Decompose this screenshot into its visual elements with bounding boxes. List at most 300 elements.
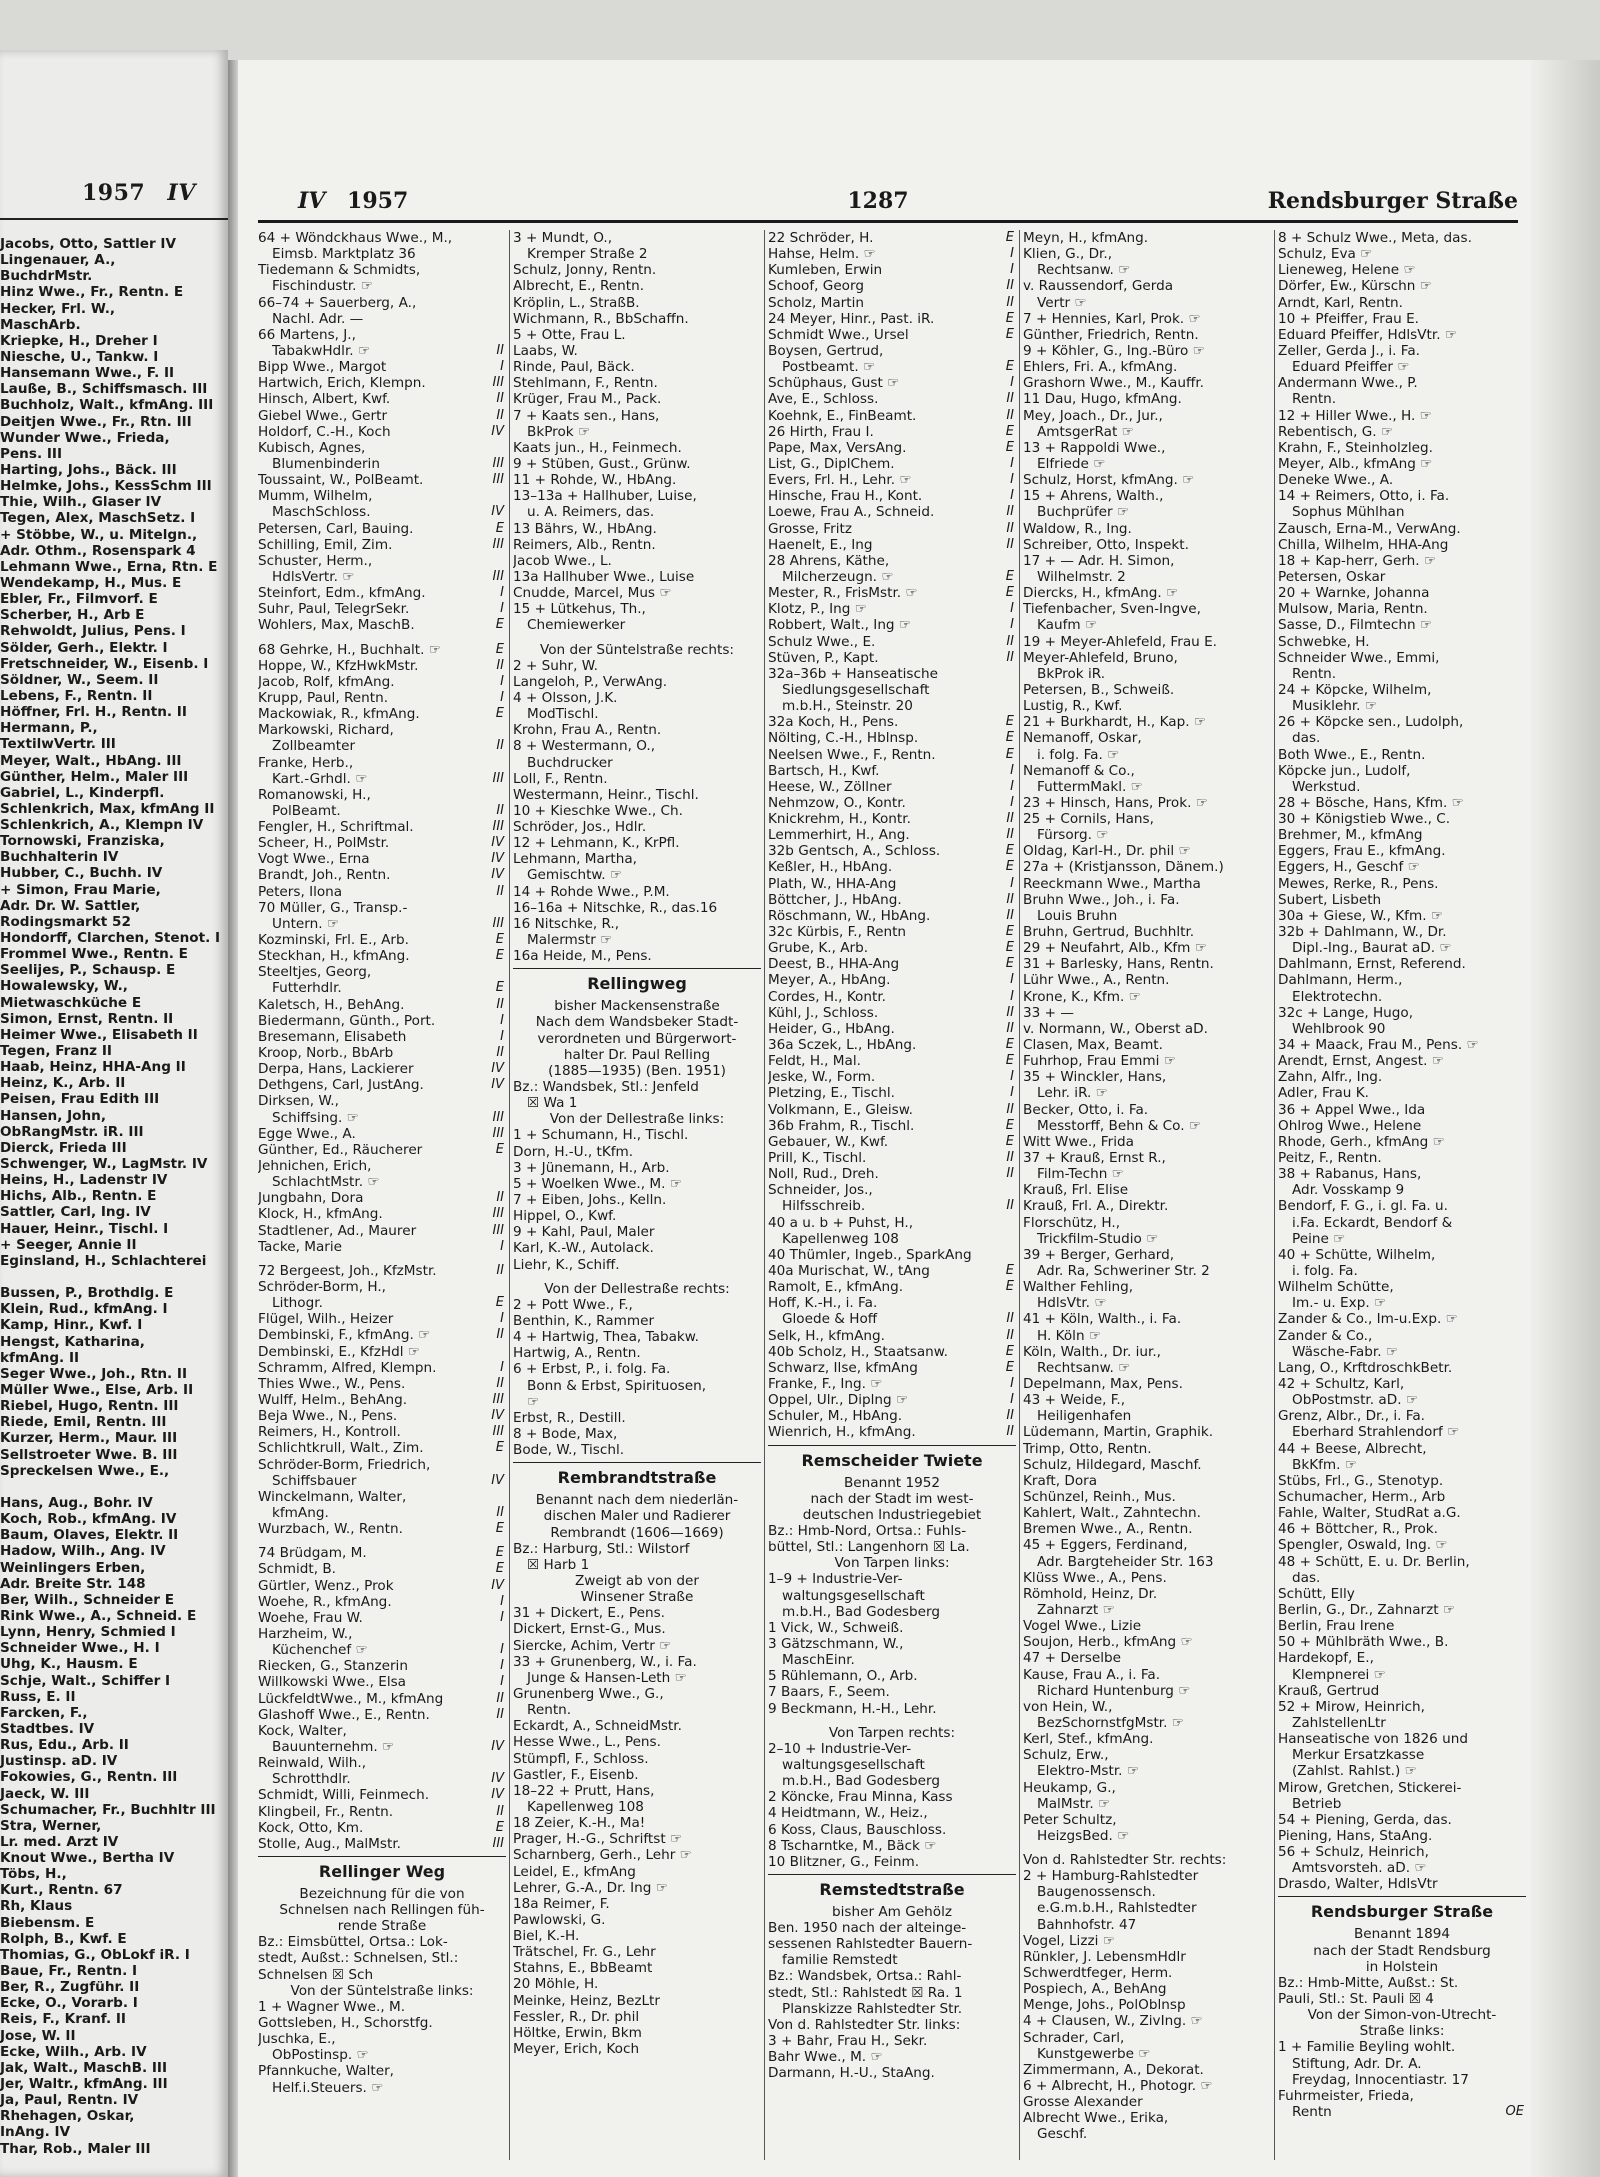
resident-entry <box>258 674 506 690</box>
entry-text: Schramm, Alfred, Klempn. <box>258 1359 437 1376</box>
left-page-entry: Fokowies, G., Rentn. III <box>0 1769 178 1786</box>
resident-entry <box>768 391 1016 407</box>
entry-text: Kahlert, Walt., Zahntechn. <box>1023 1505 1201 1522</box>
floor-marker: E <box>1005 1037 1014 1053</box>
resident-entry <box>258 1561 506 1577</box>
entry-text: Schrotthdlr. <box>272 1771 351 1788</box>
entry-text: Klempnerei ☞ <box>1292 1666 1386 1683</box>
resident-entry <box>258 1578 506 1594</box>
left-page-entry: Heimer Wwe., Elisabeth II <box>0 1026 198 1043</box>
resident-entry <box>513 835 761 851</box>
entry-text: Reimers, Alb., Rentn. <box>513 536 656 553</box>
entry-text: Freydag, Innocentiastr. 17 <box>1292 2071 1469 2088</box>
entry-text: Kock, Otto, Km. <box>258 1819 364 1836</box>
resident-entry <box>258 1755 506 1771</box>
floor-marker: II <box>496 1045 504 1061</box>
resident-entry <box>258 1110 506 1126</box>
column-rule <box>764 230 765 2160</box>
entry-text: Stehlmann, F., Rentn. <box>513 375 658 392</box>
resident-entry <box>258 755 506 771</box>
left-page-entry: Ebler, Fr., Filmvorf. E <box>0 591 158 608</box>
entry-text: 10 + Kieschke Wwe., Ch. <box>513 802 683 819</box>
left-page-entry: Rolph, B., Kwf. E <box>0 1930 127 1947</box>
floor-marker: I <box>1010 488 1014 504</box>
left-page-entry: Thie, Wilh., Glaser IV <box>0 494 162 511</box>
entry-text: Dörfer, Ew., Kürschn ☞ <box>1278 278 1432 295</box>
left-page-entry: Gabriel, L., Kinderpfl. <box>0 784 165 801</box>
entry-text: Klingbeil, Fr., Rentn. <box>258 1803 394 1820</box>
left-page-entry: Stadtbes. IV <box>0 1720 95 1737</box>
resident-entry <box>258 1077 506 1093</box>
left-page-entry: Spreckelsen Wwe., E., <box>0 1462 170 1479</box>
left-page-entry: Meyer, Walt., HbAng. III <box>0 752 182 769</box>
entry-text: Tiefenbacher, Sven-Ingve, <box>1023 601 1201 618</box>
resident-entry <box>1023 311 1271 327</box>
entry-text: Malermstr ☞ <box>527 932 613 949</box>
resident-entry <box>768 1757 1016 1773</box>
floor-marker: IV <box>491 867 504 883</box>
resident-entry <box>513 601 761 617</box>
entry-text: Both Wwe., E., Rentn. <box>1278 746 1426 763</box>
floor-marker: II <box>1006 504 1014 520</box>
resident-entry <box>513 456 761 472</box>
entry-text: Rhode, Gerh., kfmAng ☞ <box>1278 1133 1445 1150</box>
resident-entry <box>1023 1085 1271 1101</box>
resident-entry <box>1278 843 1526 859</box>
resident-entry <box>513 1670 761 1686</box>
directory-column-5 <box>1278 230 1526 2160</box>
entry-text: ☒ Harb 1 <box>527 1556 590 1573</box>
left-page-entry: Biebensm. E <box>0 1914 95 1931</box>
left-page-entry: Lauße, B., Schiffsmasch. III <box>0 381 208 398</box>
entry-text: Meyn, H., kfmAng. <box>1023 230 1149 246</box>
resident-entry <box>1023 295 1271 311</box>
floor-marker: I <box>500 1674 504 1690</box>
entry-text: 6 + Erbst, P., i. folg. Fa. <box>513 1361 671 1378</box>
left-page-entry: Müller Wwe., Else, Arb. II <box>0 1381 194 1398</box>
floor-marker: II <box>1006 1327 1014 1343</box>
resident-entry <box>513 658 761 674</box>
resident-entry <box>513 1734 761 1750</box>
resident-entry <box>258 230 506 246</box>
entry-text: Rechtsanw. ☞ <box>1037 1359 1131 1376</box>
entry-text: Pawlowski, G. <box>513 1911 606 1928</box>
entry-text: Hilfsschreib. <box>782 1198 866 1215</box>
floor-marker: I <box>1010 762 1014 778</box>
floor-marker: I <box>500 1012 504 1028</box>
resident-entry <box>513 1192 761 1208</box>
entry-text: 4 + Hartwig, Thea, Tabakw. <box>513 1329 699 1346</box>
resident-entry <box>768 876 1016 892</box>
resident-entry <box>768 666 1016 682</box>
left-page-entry: Fretschneider, W., Eisenb. I <box>0 655 209 672</box>
floor-marker: I <box>1010 455 1014 471</box>
entry-text: Egge Wwe., A. <box>258 1125 356 1142</box>
resident-entry <box>258 642 506 658</box>
resident-entry <box>1278 1991 1526 2007</box>
left-page-entry: Tegen, Alex, MaschSetz. I <box>0 510 196 527</box>
resident-entry <box>1278 1118 1526 1134</box>
resident-entry <box>1278 1521 1526 1537</box>
resident-entry <box>513 1313 761 1329</box>
entry-text: Röschmann, W., HbAng. <box>768 907 931 924</box>
entry-text: Derpa, Hans, Lackierer <box>258 1061 414 1078</box>
resident-entry <box>768 1408 1016 1424</box>
entry-text: Schilling, Emil, Zim. <box>258 536 393 553</box>
entry-text: Fürsorg. ☞ <box>1037 827 1109 844</box>
entry-text: Kröplin, L., StraßB. <box>513 294 640 311</box>
floor-marker: II <box>496 342 504 358</box>
floor-marker: III <box>492 568 504 584</box>
entry-text: Gloede & Hoff <box>782 1311 878 1328</box>
resident-entry <box>1023 666 1271 682</box>
left-page-entry: Pens. III <box>0 445 63 462</box>
resident-entry <box>1023 1037 1271 1053</box>
resident-entry <box>258 932 506 948</box>
left-page-entry: Mietwaschküche E <box>0 994 142 1011</box>
entry-text: Meyer-Ahlefeld, Bruno, <box>1023 649 1178 666</box>
floor-marker: I <box>500 689 504 705</box>
entry-text: 6 + Albrecht, H., Photogr. ☞ <box>1023 2078 1213 2095</box>
entry-text: Böttcher, J., HbAng. <box>768 891 902 908</box>
header-street-title: Rendsburger Straße <box>1267 188 1518 214</box>
entry-text: Rentn. <box>1292 665 1337 682</box>
resident-entry <box>513 295 761 311</box>
entry-text: 14 + Reimers, Otto, i. Fa. <box>1278 488 1450 505</box>
entry-text: Bremen Wwe., A., Rentn. <box>1023 1521 1193 1538</box>
entry-text: ObPostmstr. aD. ☞ <box>1292 1392 1419 1409</box>
entry-text: 15 + Ahrens, Walth., <box>1023 488 1164 505</box>
entry-text: Jacob, Rolf, kfmAng. <box>258 673 395 690</box>
resident-entry <box>1023 488 1271 504</box>
resident-entry <box>513 1426 761 1442</box>
resident-entry <box>1023 2110 1271 2126</box>
entry-text: 46 + Böttcher, R., Prok. <box>1278 1521 1438 1538</box>
entry-text: Von d. Rahlstedter Str. rechts: <box>1023 1852 1227 1869</box>
entry-text: Reinwald, Wilh., <box>258 1755 367 1772</box>
entry-text: Loewe, Frau A., Schneid. <box>768 504 935 521</box>
entry-text: 2–10 + Industrie-Ver- <box>768 1740 912 1757</box>
resident-entry <box>1278 327 1526 343</box>
entry-text: Lehmann, Martha, <box>513 851 638 868</box>
resident-entry <box>513 1410 761 1426</box>
resident-entry <box>513 311 761 327</box>
resident-entry <box>768 1102 1016 1118</box>
entry-text: Flügel, Wilh., Heizer <box>258 1311 394 1328</box>
entry-text: 5 + Otte, Frau L. <box>513 326 626 343</box>
resident-entry <box>1023 811 1271 827</box>
resident-entry <box>513 1718 761 1734</box>
entry-text: Schumacher, Herm., Arb <box>1278 1488 1446 1505</box>
resident-entry <box>258 1223 506 1239</box>
floor-marker: II <box>1006 1101 1014 1117</box>
resident-entry <box>513 819 761 835</box>
resident-entry <box>1278 1731 1526 1747</box>
entry-text: Diercks, H., kfmAng. ☞ <box>1023 585 1179 602</box>
resident-entry <box>1278 1053 1526 1069</box>
entry-text: List, G., DiplChem. <box>768 455 895 472</box>
entry-text: 7 + Kaats sen., Hans, <box>513 407 660 424</box>
entry-text: Bonn & Erbst, Spirituosen, <box>527 1377 707 1394</box>
resident-entry <box>513 1686 761 1702</box>
resident-entry <box>768 1215 1016 1231</box>
entry-text: Keßler, H., HbAng. <box>768 859 893 876</box>
left-page-entry: Russ, E. II <box>0 1688 76 1705</box>
entry-text: Scholz, Martin <box>768 294 864 311</box>
floor-marker: III <box>492 1835 504 1851</box>
entry-text: Zausch, Erna-M., VerwAng. <box>1278 520 1461 537</box>
entry-text: Sasse, D., Filmtechn ☞ <box>1278 617 1433 634</box>
header-volume: IV <box>298 188 326 214</box>
resident-entry <box>768 779 1016 795</box>
entry-text: 13 + Rappoldi Wwe., <box>1023 439 1166 456</box>
resident-entry <box>1023 2094 1271 2110</box>
floor-marker: III <box>492 1206 504 1222</box>
entry-text: 4 + Olsson, J.K. <box>513 689 618 706</box>
floor-marker: II <box>1006 907 1014 923</box>
resident-entry <box>258 1723 506 1739</box>
resident-entry <box>258 1093 506 1109</box>
left-page-entry: Justinsp. aD. IV <box>0 1753 118 1770</box>
left-page-entry: InAng. IV <box>0 2124 71 2141</box>
resident-entry <box>258 1594 506 1610</box>
entry-text: Zander & Co., <box>1278 1327 1373 1344</box>
left-page-entry: Ecke, Wilh., Arb. IV <box>0 2043 147 2060</box>
entry-text: Vertr ☞ <box>1037 294 1087 311</box>
left-page-entry: Tornowski, Franziska, <box>0 833 165 850</box>
floor-marker: II <box>1006 1424 1014 1440</box>
street-heading <box>768 1874 1016 1904</box>
left-page-entry: Reis, F., Kranf. II <box>0 2011 126 2028</box>
street-note-text: (1885—1935) (Ben. 1951) <box>548 1062 726 1079</box>
floor-marker: II <box>1006 649 1014 665</box>
resident-entry <box>1023 1852 1271 1868</box>
resident-entry <box>1278 2039 1526 2055</box>
entry-text: Schoof, Georg <box>768 278 864 295</box>
resident-entry <box>258 311 506 327</box>
entry-text: Lehr. iR. ☞ <box>1037 1085 1108 1102</box>
entry-text: Hippel, O., Kwf. <box>513 1208 617 1225</box>
entry-text: 11 + Rohde, W., HbAng. <box>513 472 677 489</box>
entry-text: Scheer, H., PolMstr. <box>258 835 390 852</box>
resident-entry <box>1023 714 1271 730</box>
left-page-entry: Howalewsky, W., <box>0 978 128 995</box>
entry-text: Buchdrucker <box>527 754 613 771</box>
entry-text: Lustig, R., Kwf. <box>1023 698 1123 715</box>
resident-entry <box>258 1045 506 1061</box>
resident-entry <box>768 924 1016 940</box>
resident-entry <box>258 1739 506 1755</box>
floor-marker: II <box>496 1504 504 1520</box>
entry-text: 4 Heidtmann, W., Heiz., <box>768 1805 928 1822</box>
entry-text: Fahle, Walter, StudRat a.G. <box>1278 1505 1461 1522</box>
resident-entry <box>513 504 761 520</box>
resident-entry <box>258 1967 506 1983</box>
entry-text: Elektro-Mstr. ☞ <box>1037 1763 1140 1780</box>
left-page-entry: Schje, Walt., Schiffer I <box>0 1672 171 1689</box>
entry-text: Grosse Alexander <box>1023 2094 1143 2111</box>
resident-entry <box>768 1773 1016 1789</box>
resident-entry <box>1278 634 1526 650</box>
left-page-entry: Buchhalterin IV <box>0 849 119 866</box>
entry-text: Schmidt, Willi, Feinmech. <box>258 1787 430 1804</box>
street-note <box>513 642 761 658</box>
entry-text: 4 + Clausen, W., ZivIng. ☞ <box>1023 2013 1203 2030</box>
floor-marker: IV <box>491 1577 504 1593</box>
resident-entry <box>513 1208 761 1224</box>
left-page-entry: MaschArb. <box>0 316 81 333</box>
left-page-entry: Adr. Breite Str. 148 <box>0 1575 146 1592</box>
resident-entry <box>258 1263 506 1279</box>
entry-text: Helf.i.Steuers. ☞ <box>272 2079 384 2096</box>
entry-text: m.b.H., Bad Godesberg <box>782 1603 940 1620</box>
floor-marker: II <box>1006 811 1014 827</box>
entry-text: Hinsch, Albert, Kwf. <box>258 391 391 408</box>
entry-text: HeizgsBed. ☞ <box>1037 1827 1130 1844</box>
entry-text: Zimmermann, A., Dekorat. <box>1023 2061 1204 2078</box>
entry-text: MaschSchloss. <box>272 504 371 521</box>
entry-text: Bz.: Wandsbek, Stl.: Jenfeld <box>513 1079 699 1096</box>
floor-marker: II <box>1006 1020 1014 1036</box>
resident-entry <box>258 1545 506 1561</box>
entry-text: Arndt, Karl, Rentn. <box>1278 294 1403 311</box>
entry-text: Kerl, Stef., kfmAng. <box>1023 1731 1154 1748</box>
entry-text: Kause, Frau A., i. Fa. <box>1023 1666 1161 1683</box>
resident-entry <box>768 682 1016 698</box>
resident-entry <box>768 908 1016 924</box>
left-page-entry: Hinz Wwe., Fr., Rentn. E <box>0 284 184 301</box>
resident-entry <box>1278 795 1526 811</box>
resident-entry <box>1023 1198 1271 1214</box>
floor-marker: II <box>1006 1311 1014 1327</box>
entry-text: Mirow, Gretchen, Stickerei- <box>1278 1779 1462 1796</box>
resident-entry <box>1278 714 1526 730</box>
entry-text: Mey, Joach., Dr., Jur., <box>1023 407 1163 424</box>
resident-entry <box>768 1085 1016 1101</box>
resident-entry <box>513 1864 761 1880</box>
resident-entry <box>258 1999 506 2015</box>
resident-entry <box>1023 2046 1271 2062</box>
resident-entry <box>258 1206 506 1222</box>
entry-text: Schiffsing. ☞ <box>272 1109 359 1126</box>
floor-marker: II <box>496 407 504 423</box>
resident-entry <box>1278 1489 1526 1505</box>
resident-entry <box>258 1934 506 1950</box>
section-gap <box>768 1717 1016 1725</box>
street-note <box>768 1904 1016 1920</box>
entry-text: 8 Tscharntke, M., Bäck ☞ <box>768 1837 937 1854</box>
left-page-entry: Baum, Olaves, Elektr. II <box>0 1527 179 1544</box>
resident-entry <box>1023 1731 1271 1747</box>
entry-text: Im.- u. Exp. ☞ <box>1292 1295 1387 1312</box>
entry-text: Bz.: Hmb-Mitte, Außst.: St. <box>1278 1974 1459 1991</box>
resident-entry <box>768 311 1016 327</box>
entry-text: Rentn. <box>527 1702 572 1719</box>
entry-text: Vogt Wwe., Erna <box>258 851 370 868</box>
resident-entry <box>1278 650 1526 666</box>
entry-text: Mewes, Rerke, R., Pens. <box>1278 875 1439 892</box>
entry-text: Koehnk, E., FinBeamt. <box>768 407 917 424</box>
entry-text: Schüphaus, Gust ☞ <box>768 375 900 392</box>
floor-marker: E <box>495 1295 504 1311</box>
entry-text: Bahnhofstr. 47 <box>1037 1916 1137 1933</box>
resident-entry <box>1278 1215 1526 1231</box>
resident-entry <box>1023 278 1271 294</box>
entry-text: Langeloh, P., VerwAng. <box>513 673 668 690</box>
resident-entry <box>1278 1182 1526 1198</box>
left-page-entry: + Simon, Frau Marie, <box>0 881 161 898</box>
resident-entry <box>513 472 761 488</box>
resident-entry <box>1023 1586 1271 1602</box>
floor-marker: II <box>1006 1408 1014 1424</box>
resident-entry <box>1278 666 1526 682</box>
resident-entry <box>768 1684 1016 1700</box>
entry-text: 5 Rühlemann, O., Arb. <box>768 1668 918 1685</box>
entry-text: i. folg. Fa. <box>1292 1263 1358 1279</box>
entry-text: Wilhelm Schütte, <box>1278 1279 1394 1296</box>
resident-entry <box>1023 1650 1271 1666</box>
resident-entry <box>1278 521 1526 537</box>
street-heading <box>513 1462 761 1492</box>
entry-text: 45 + Eggers, Ferdinand, <box>1023 1537 1188 1554</box>
resident-entry <box>1278 1279 1526 1295</box>
floor-marker: III <box>492 915 504 931</box>
resident-entry <box>1278 956 1526 972</box>
entry-text: 47 + Derselbe <box>1023 1650 1121 1667</box>
directory-columns <box>238 230 1538 2170</box>
street-note-text: Von der Dellestraße links: <box>549 1111 725 1128</box>
floor-marker: II <box>496 1327 504 1343</box>
entry-text: Grenz, Albr., Dr., i. Fa. <box>1278 1408 1426 1425</box>
resident-entry <box>768 2065 1016 2081</box>
resident-entry <box>513 722 761 738</box>
left-page-entry: Hansemann Wwe., F. II <box>0 365 175 382</box>
section-gap <box>258 634 506 642</box>
entry-text: Krauß, Gertrud <box>1278 1682 1380 1699</box>
entry-text: 9 Beckmann, H.-H., Lehr. <box>768 1700 937 1717</box>
floor-marker: II <box>1006 1166 1014 1182</box>
resident-entry <box>1023 1263 1271 1279</box>
left-page-entry: Scherber, H., Arb E <box>0 607 145 624</box>
resident-entry <box>1023 1360 1271 1376</box>
street-note <box>513 1589 761 1605</box>
entry-text: Thies Wwe., W., Pens. <box>258 1375 406 1392</box>
entry-text: Schulz, Horst, kfmAng. ☞ <box>1023 472 1195 489</box>
floor-marker: IV <box>491 1408 504 1424</box>
entry-text: Lüdemann, Martin, Graphik. <box>1023 1424 1214 1441</box>
resident-entry <box>1278 1473 1526 1489</box>
entry-text: (Zahlst. Rahlst.) ☞ <box>1292 1763 1417 1780</box>
entry-text: Schmidt, B. <box>258 1561 336 1578</box>
street-note <box>513 1281 761 1297</box>
left-page-entry: Farcken, F., <box>0 1704 88 1721</box>
resident-entry <box>768 1231 1016 1247</box>
entry-text: Suhr, Paul, TelegrSekr. <box>258 601 410 618</box>
entry-text: Mackowiak, R., kfmAng. <box>258 706 420 723</box>
floor-marker: I <box>1010 1085 1014 1101</box>
entry-text: 43 + Weide, F., <box>1023 1392 1126 1409</box>
entry-text: Eduard Pfeiffer ☞ <box>1292 359 1410 376</box>
floor-marker: E <box>1005 1279 1014 1295</box>
entry-text: Hoppe, W., KfzHwkMstr. <box>258 657 419 674</box>
resident-entry <box>258 424 506 440</box>
resident-entry <box>1278 2088 1526 2104</box>
left-page-entry: Lebens, F., Rentn. II <box>0 687 153 704</box>
entry-text: H. Köln ☞ <box>1037 1327 1102 1344</box>
resident-entry <box>1278 763 1526 779</box>
street-note <box>768 1507 1016 1523</box>
resident-entry <box>768 2017 1016 2033</box>
